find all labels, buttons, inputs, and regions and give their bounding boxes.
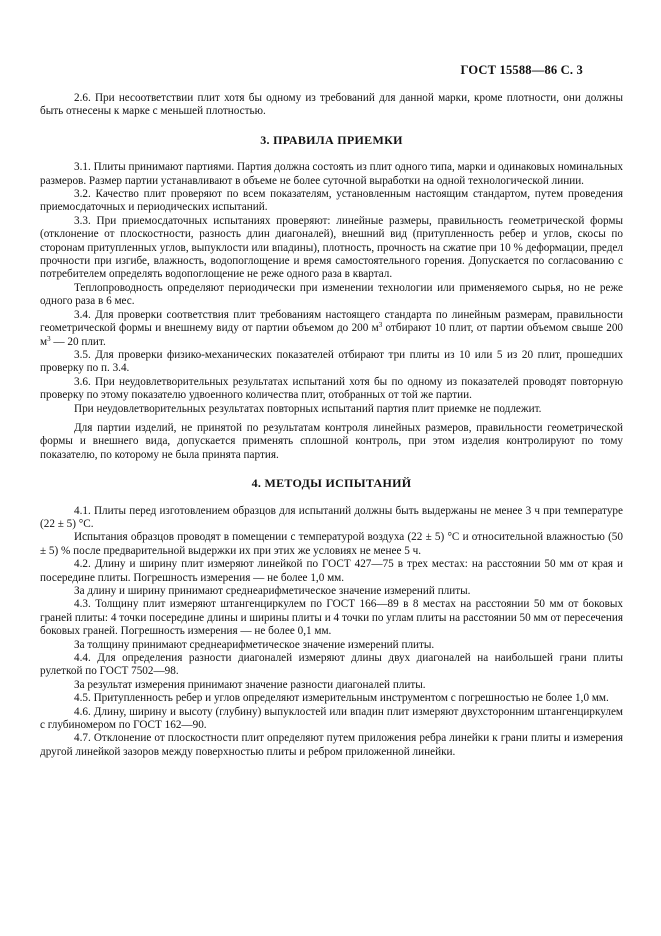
- paragraph-thermal: Теплопроводность определяют периодически при изменении технологии или применяемого сырья, но не реже одного раза в 6 мес.: [40, 281, 623, 308]
- paragraph-3-2: 3.2. Качество плит проверяют по всем показателям, установленным настоящим стандартом, путем проведения приемосдаточных и периодических испытаний.: [40, 188, 623, 214]
- paragraph-3-5: 3.5. Для проверки физико-механических показателей отбирают три плиты из 10 или 5 из 20 плит, прошедших проверку по п. 3.4.: [40, 348, 623, 375]
- superscript-3: 3: [378, 321, 383, 330]
- document-body: [40, 92, 623, 759]
- paragraph-length-width-result: За длину и ширину принимают среднеарифметическое значение измерений плиты.: [74, 585, 471, 597]
- superscript-3: 3: [47, 334, 51, 343]
- paragraph-thickness-result: За толщину принимают среднеарифметическое значение измерений плиты.: [74, 638, 435, 651]
- paragraph-4-7: 4.7. Отклонение от плоскостности плит определяют путем приложения ребра линейки к грани плиты и измерения другой линейкой зазоров между поверхностью плиты и ребром приложенной линейки.: [40, 732, 623, 758]
- paragraph-full-control: Для партии изделий, не принятой по результатам контроля линейных размеров, правильности геометрической формы и внешнего вида, допускается применять сплошной контроль, при этом изделия контролируют по тому показателю, по которому не была принята партия.: [40, 421, 623, 461]
- paragraph-4-2: 4.2. Длину и ширину плит измеряют линейкой по ГОСТ 427—75 в трех местах: на расстоянии 50 мм от края и посередине плиты. Погрешность измерения — не более 1,0 мм.: [40, 558, 623, 584]
- paragraph-4-5: 4.5. Притупленность ребер и углов определяют измерительным инструментом с погрешностью не более 1,0 мм.: [74, 692, 609, 705]
- paragraph-3-4: [40, 309, 623, 349]
- paragraph-4-4: 4.4. Для определения разности диагоналей измеряют длины двух диагоналей на наибольшей грани плиты рулеткой по ГОСТ 7502—98.: [40, 652, 623, 678]
- paragraph-4-3: 4.3. Толщину плит измеряют штангенциркулем по ГОСТ 166—89 в 8 местах на расстоянии 50 мм от боковых граней плиты: 4 точки посередине длины и ширины плиты и 4 точки по углам плиты на расстоянии 50 мм от пересечения боковых граней. Погрешность измерения — не более 0,1 мм.: [40, 598, 623, 638]
- paragraph-4-1: 4.1. Плиты перед изготовлением образцов для испытаний должны быть выдержаны не менее 3 ч при температуре (22 ± 5) °С.: [40, 504, 623, 530]
- section-4-title: 4. МЕТОДЫ ИСПЫТАНИЙ: [251, 476, 412, 491]
- page-header: ГОСТ 15588—86 С. 3: [460, 63, 583, 77]
- paragraph-2-6: 2.6. При несоответствии плит хотя бы одному из требований для данной марки, кроме плотности, они должны быть отнесены к марке с меньшей плотностью.: [40, 92, 623, 118]
- paragraph-3-4-part-a: 3.4. Для проверки соответствия плит требованиям настоящего стандарта по линейным размерам, правильности геометрической формы и внешнему виду от партии объемом до 200 м: [40, 308, 623, 335]
- paragraph-4-6: 4.6. Длину, ширину и высоту (глубину) выпуклостей или впадин плит измеряют двухсторонним штангенциркулем с глубиномером по ГОСТ 162—90.: [40, 705, 623, 732]
- paragraph-3-4-part-c: — 20 плит.: [50, 335, 106, 348]
- paragraph-repeat-fail: При неудовлетворительных результатах повторных испытаний партия плит приемке не подлежит.: [74, 402, 542, 415]
- section-3-title: 3. ПРАВИЛА ПРИЕМКИ: [260, 132, 403, 147]
- paragraph-3-6: 3.6. При неудовлетворительных результатах испытаний хотя бы по одному из показателей проводят повторную проверку по этому показателю удвоенного количества плит, отобранных от той же партии.: [40, 375, 623, 402]
- paragraph-3-4-part-b: отбирают 10 плит, от партии объемом свыше 200 м: [40, 322, 624, 348]
- paragraph-3-3: 3.3. При приемосдаточных испытаниях проверяют: линейные размеры, правильность геометрической формы (отклонение от плоскостности, разность длин диагоналей), внешний вид (притупленность ребер и углов, скосы по сторонам притупленных углов, выпуклости или впадины), плотность, прочность на сжатие при 10 % деформации, предел прочности при изгибе, влажность, водопоглощение и время самостоятельного горения. Допускается по согласованию с потребителем определять водопоглощение не реже одного раза в квартал.: [40, 214, 623, 281]
- paragraph-diagonal-result: За результат измерения принимают значение разности диагоналей плиты.: [74, 678, 426, 691]
- paragraph-3-1: 3.1. Плиты принимают партиями. Партия должна состоять из плит одного типа, марки и одинаковых номинальных размеров. Размер партии устанавливают в объеме не более суточной выработки на одной технологической линии.: [40, 161, 623, 187]
- paragraph-test-conditions: Испытания образцов проводят в помещении с температурой воздуха (22 ± 5) °С и относительной влажностью (50 ± 5) % после предварительной выдержки их при этих же условиях не менее 5 ч.: [40, 531, 623, 557]
